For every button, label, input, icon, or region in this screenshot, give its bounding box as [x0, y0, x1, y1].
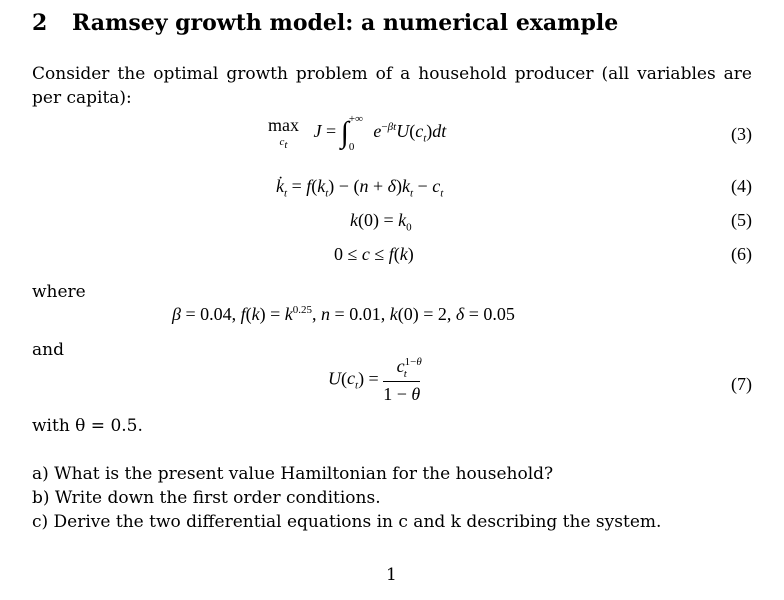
equation-number-4: (4): [731, 176, 752, 196]
parameter-line: β = 0.04, $f(k) = k^{0.25}$, n = 0.01, k(0) = 2, δ = 0.05: [172, 304, 515, 324]
section-heading: [32, 10, 618, 36]
intro-paragraph: Consider the optimal growth problem of a household producer (all variables are per capita):: [32, 64, 752, 108]
question-a: a) What is the present value Hamiltonian for the household?: [32, 464, 554, 484]
equation-number-6: (6): [731, 244, 752, 264]
question-c: c) Derive the two differential equations in c and k describing the system.: [32, 512, 662, 532]
where-label: where: [32, 282, 86, 302]
page-number: 1: [386, 565, 397, 585]
and-label: and: [32, 340, 64, 360]
theta-statement: with θ = 0.5.: [32, 416, 143, 436]
equation-number-3: (3): [731, 124, 752, 144]
equation-constraint: 0 ≤ c ≤ f(k): [334, 244, 414, 264]
question-b: b) Write down the first order conditions.: [32, 488, 381, 508]
section-title: Ramsey growth model: a numerical example: [72, 10, 619, 36]
equation-number-7: (7): [731, 374, 752, 394]
equation-objective: max $c_t$ J = ∫ +∞ 0 $e^{-\beta t}U(c_t)dt$: [268, 113, 447, 153]
equation-initial-condition: $k(0) = k_0$: [350, 210, 412, 234]
section-number: 2: [32, 10, 48, 36]
equation-capital-accumulation: $k̇_t = f(k_t) - (n + \delta)k_t - c_t$: [276, 176, 444, 200]
equation-number-5: (5): [731, 210, 752, 230]
equation-utility: $U(c_t)$ = $\frac{c^{1-\theta}_t}{1 - \theta}$: [328, 356, 422, 404]
